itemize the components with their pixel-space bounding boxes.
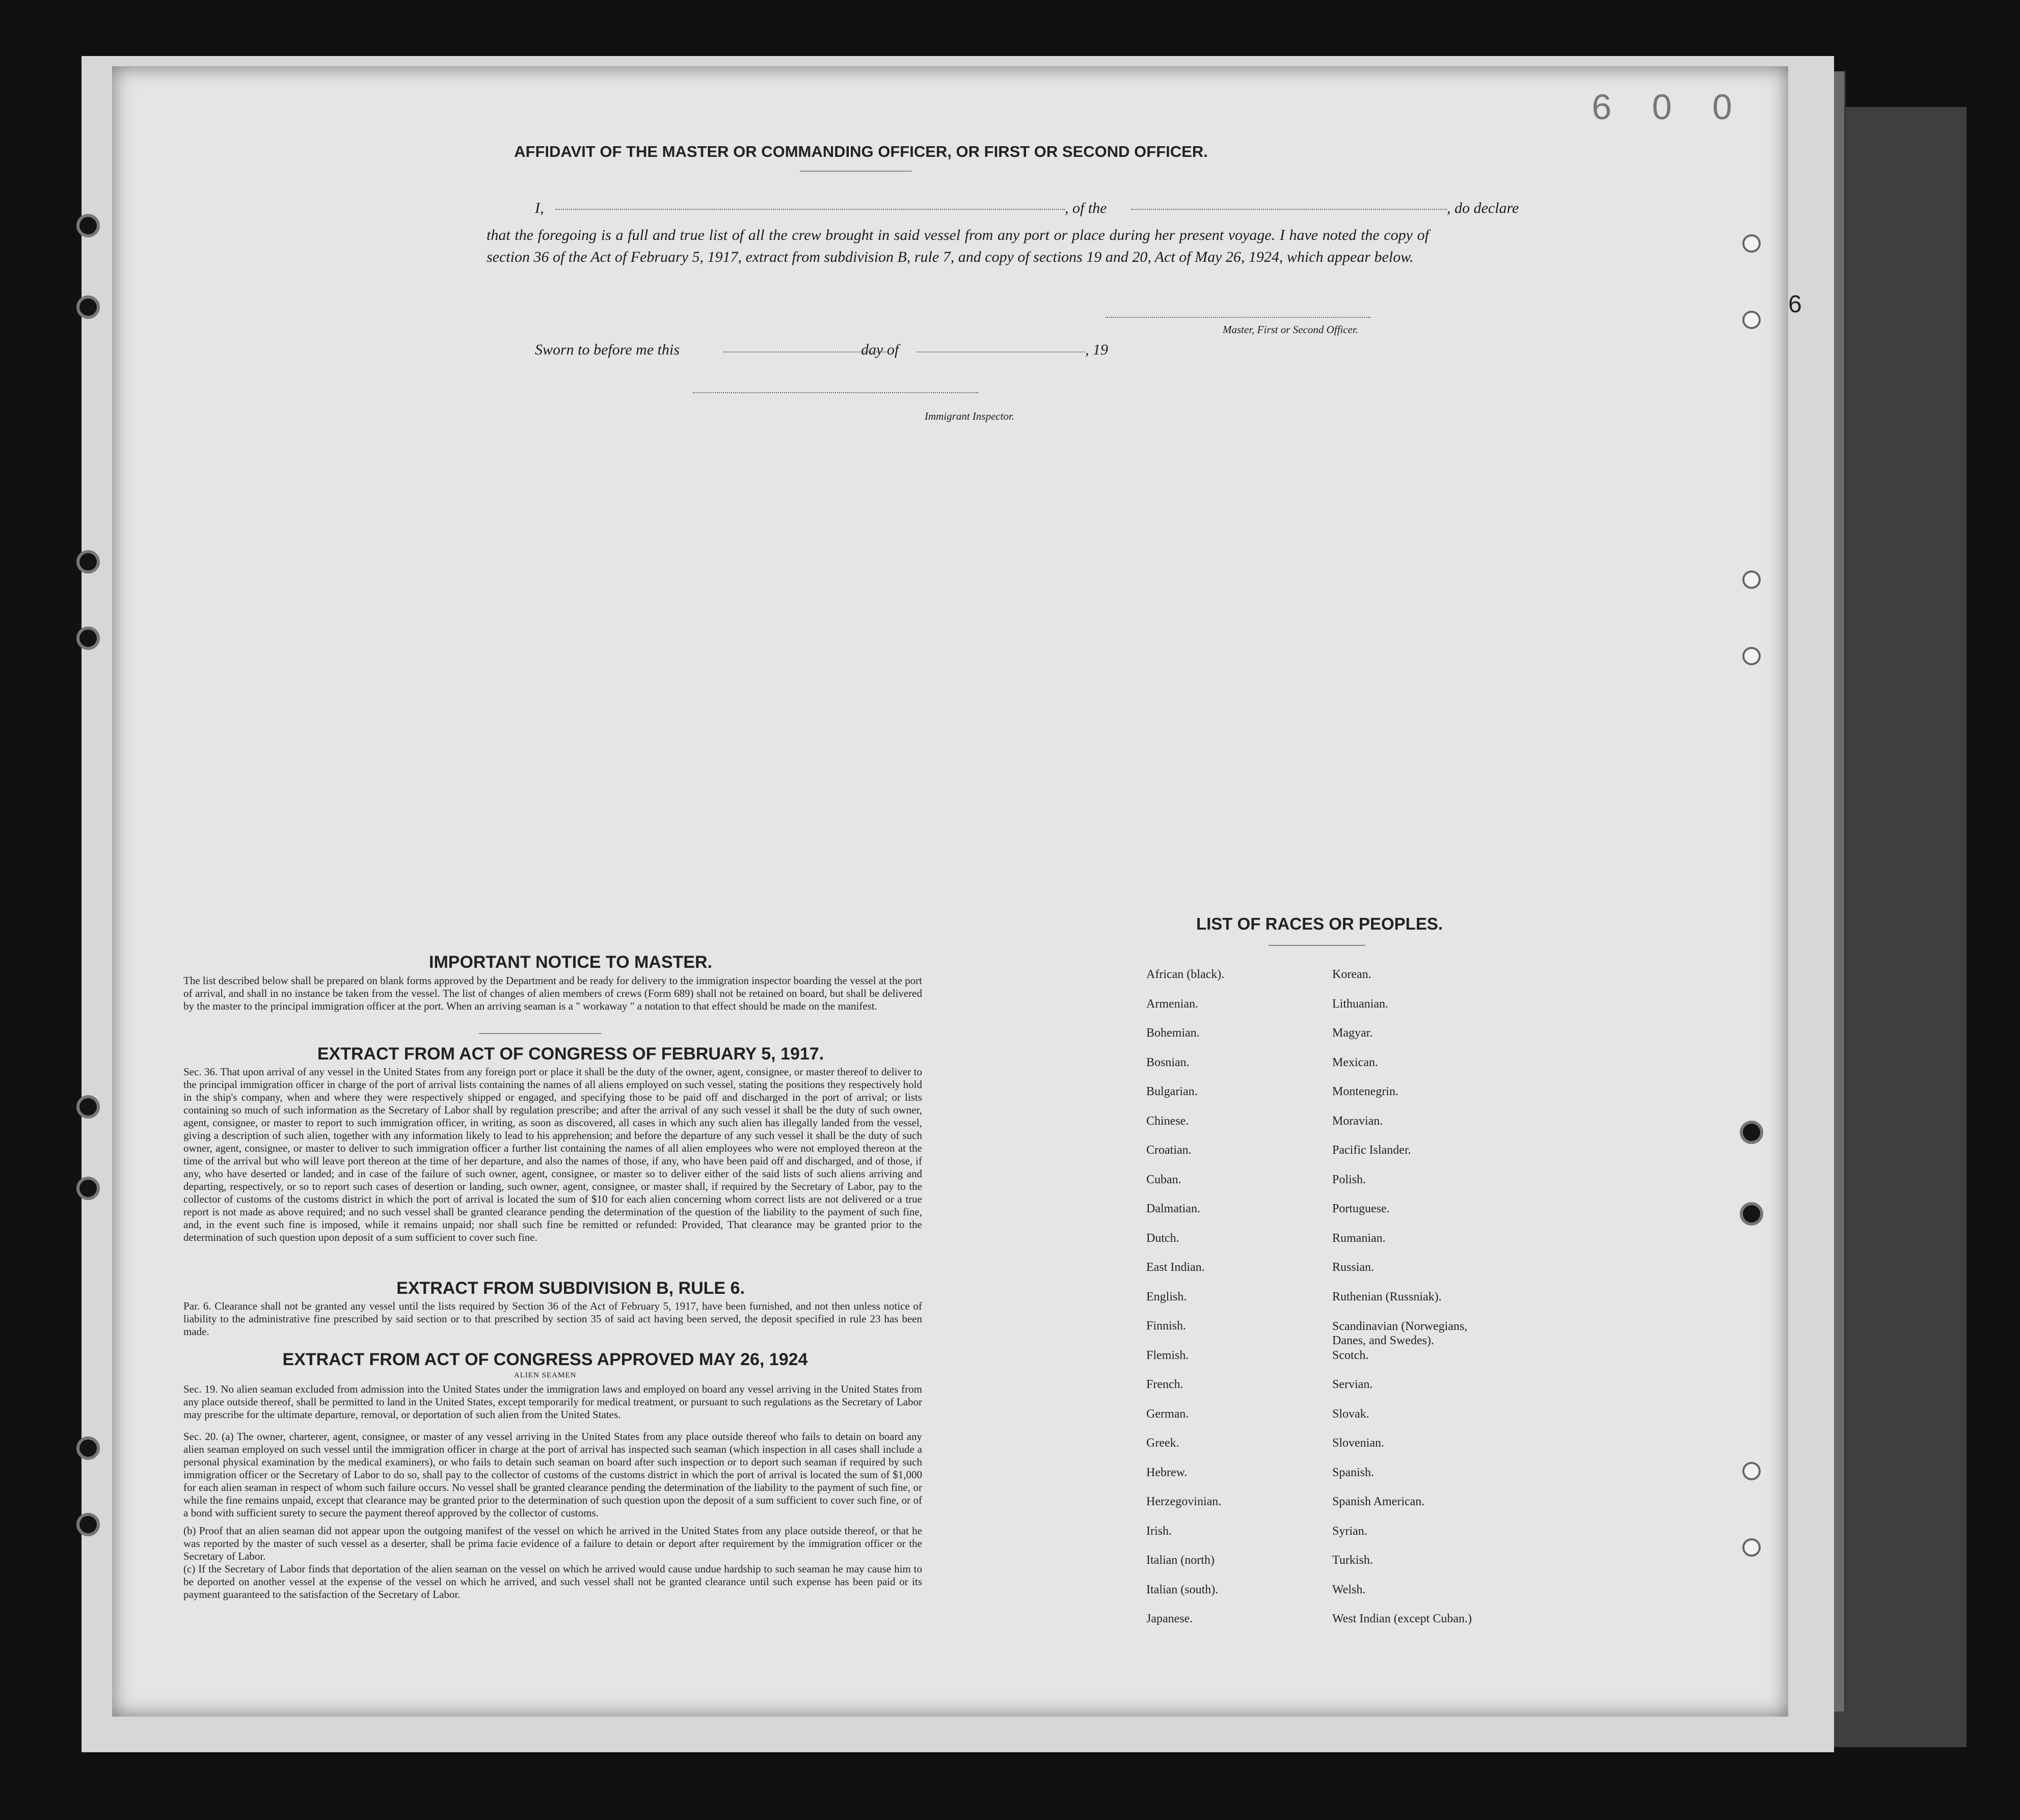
- inspector-signature-blank[interactable]: [693, 392, 978, 393]
- divider: [1269, 945, 1365, 946]
- race-item: Spanish.: [1332, 1465, 1375, 1479]
- extract2-title: EXTRACT FROM SUBDIVISION B, RULE 6.: [396, 1279, 745, 1298]
- document-page: [112, 66, 1802, 1717]
- sworn-label: Sworn to before me this: [535, 341, 680, 358]
- race-item: Dalmatian.: [1146, 1202, 1200, 1215]
- race-item: Irish.: [1146, 1524, 1172, 1538]
- races-title: LIST OF RACES OR PEOPLES.: [1196, 914, 1443, 933]
- binder-hole: [1742, 1462, 1761, 1480]
- race-item: Russian.: [1332, 1261, 1375, 1274]
- affidavit-do-declare: , do declare: [1447, 200, 1519, 216]
- binder-hole: [76, 627, 100, 650]
- extract3-sec20b: (b) Proof that an alien seaman did not appear upon the outgoing manifest of the vessel on which he arrived in the United States from any place outside thereof, or that he was reported by the master of such vessel as a deserter, shall be prima facie evidence of a failure to detain or deport after requirement by the immigration officer or the Secretary of Labor.: [183, 1525, 922, 1562]
- race-item: Hebrew.: [1146, 1465, 1188, 1479]
- affidavit-title: AFFIDAVIT OF THE MASTER OR COMMANDING OFFICER, OR FIRST OR SECOND OFFICER.: [514, 143, 1208, 160]
- binder-hole: [1742, 311, 1761, 329]
- race-item: Portuguese.: [1332, 1202, 1390, 1215]
- binder-hole: [76, 1095, 100, 1119]
- margin-mark-right-edge: 6: [1788, 291, 1802, 318]
- race-item: Ruthenian (Russniak).: [1332, 1290, 1442, 1303]
- race-item: French.: [1146, 1378, 1183, 1391]
- extract3-sec19: Sec. 19. No alien seaman excluded from admission into the United States under the immigration laws and employed on board any vessel arriving in the United States from any place outside thereof, shall be permitted to land in the United States, except temporarily for medical treatment, or pursuant to such regulations as the Secretary of Labor may prescribe for the ultimate departure, removal, or deportation of such alien from the United States.: [183, 1383, 922, 1421]
- race-item: Servian.: [1332, 1378, 1373, 1391]
- race-item: Chinese.: [1146, 1114, 1189, 1128]
- race-item: Slovenian.: [1332, 1436, 1384, 1450]
- race-item: Magyar.: [1332, 1026, 1373, 1040]
- race-item: English.: [1146, 1290, 1187, 1303]
- race-item: Italian (north): [1146, 1554, 1215, 1567]
- extract2-body: Par. 6. Clearance shall not be granted any vessel until the lists required by Section 36 of the Act of February 5, 1917, have been furnished, and not then unless notice of liability to the administrative fine prescribed by said section or to that prescribed by section 35 of said act having been served, the deposit specified in rule 23 has been made.: [183, 1300, 922, 1338]
- divider: [800, 171, 912, 172]
- race-item: Flemish.: [1146, 1348, 1189, 1362]
- race-item: Syrian.: [1332, 1524, 1367, 1538]
- race-item: Scandinavian (Norwegians, Danes, and Swedes).: [1332, 1320, 1468, 1347]
- race-item: African (black).: [1146, 968, 1225, 981]
- year-label: , 19: [1085, 341, 1108, 358]
- binder-hole: [1740, 1202, 1763, 1226]
- race-item: Korean.: [1332, 968, 1371, 981]
- race-item: Spanish American.: [1332, 1495, 1425, 1508]
- extract3-sec20c: (c) If the Secretary of Labor finds that deportation of the alien seaman on the vessel on which he arrived would cause undue hardship to such seaman he may cause him to be deported on another vessel at the expense of the vessel on which he arrived, and such vessel shall not be granted clearance until such expense has been paid or its payment guaranteed to the satisfaction of the Secretary of Labor.: [183, 1563, 922, 1600]
- master-signature-label: Master, First or Second Officer.: [1223, 323, 1358, 336]
- binder-hole: [76, 1177, 100, 1200]
- race-item: Herzegovinian.: [1146, 1495, 1222, 1508]
- affidavit-body: that the foregoing is a full and true list of all the crew brought in said vessel from any port or place during her present voyage. I have noted the copy of section 36 of the Act of February 5, 1917, extract from subdivision B, rule 7, and copy of sections 19 and 20, Act of May 26, 1924, which appear below.: [487, 227, 1429, 265]
- race-item: Moravian.: [1332, 1114, 1383, 1128]
- binder-hole: [1742, 234, 1761, 253]
- binder-hole: [1742, 647, 1761, 665]
- race-item: Scotch.: [1332, 1348, 1369, 1362]
- race-item: Cuban.: [1146, 1173, 1181, 1186]
- race-item: Croatian.: [1146, 1144, 1192, 1157]
- race-item: Japanese.: [1146, 1612, 1193, 1625]
- inspector-label: Immigrant Inspector.: [925, 410, 1015, 422]
- race-item: Rumanian.: [1332, 1231, 1386, 1245]
- race-item: Dutch.: [1146, 1231, 1179, 1245]
- race-item: West Indian (except Cuban.): [1332, 1612, 1472, 1625]
- margin-mark-top-right: 6 0 0: [1592, 87, 1747, 127]
- vessel-blank[interactable]: [1131, 209, 1447, 210]
- binder-hole: [1740, 1121, 1763, 1144]
- divider: [479, 1033, 601, 1034]
- notice-body: The list described below shall be prepared on blank forms approved by the Department and be ready for delivery to the immigration inspector boarding the vessel at the port of arrival, and shall in no instance be taken from the vessel. The list of changes of alien members of crews (Form 689) shall not be retained on board, but shall be delivered by the master to the principal immigration officer at the port. When an arriving seaman is a " workaway " a notation to that effect should be made on the manifest.: [183, 974, 922, 1012]
- race-item: Finnish.: [1146, 1319, 1187, 1333]
- extract3-title: EXTRACT FROM ACT OF CONGRESS APPROVED MAY 26, 1924: [282, 1350, 808, 1369]
- signature-blank[interactable]: [1106, 317, 1370, 318]
- binder-hole: [1742, 1538, 1761, 1557]
- binder-hole: [76, 295, 100, 319]
- race-item: Bulgarian.: [1146, 1085, 1198, 1098]
- extract1-title: EXTRACT FROM ACT OF CONGRESS OF FEBRUARY 5, 1917.: [317, 1044, 824, 1064]
- race-item: Mexican.: [1332, 1055, 1378, 1069]
- extract3-sec20a: Sec. 20. (a) The owner, charterer, agent, consignee, or master of any vessel arriving in the United States from any place outside thereof who fails to detain on board any alien seaman employed on such vessel until the immigration officer in charge at the port of arrival has inspected such seaman (which inspection in all cases shall include a personal physical examination by the medical examiners), or who fails to detain such seaman on board after such inspection or to deport such seaman if required by such immigration officer or the Secretary of Labor to do so, shall pay to the collector of customs of the customs district in which the port of arrival is located the sum of $1,000 for each alien seaman in respect of whom such failure occurs. No vessel shall be granted clearance pending the determination of the liability to the payment of such fine, or while the fine remains unpaid, except that clearance may be granted prior to the determination of such question upon the deposit of a sum sufficient to cover such fine, or of a bond with sufficient surety to secure the payment thereof approved by the collector of customs.: [183, 1430, 922, 1519]
- notice-title: IMPORTANT NOTICE TO MASTER.: [429, 953, 712, 972]
- affidavit-i-label: I,: [535, 200, 544, 216]
- race-item: Montenegrin.: [1332, 1085, 1398, 1098]
- race-item: Italian (south).: [1146, 1583, 1219, 1596]
- race-item: Bohemian.: [1146, 1026, 1200, 1040]
- binder-hole: [76, 1436, 100, 1460]
- race-item: German.: [1146, 1407, 1189, 1421]
- name-blank[interactable]: [555, 209, 1065, 210]
- binder-hole: [76, 550, 100, 574]
- day-of-label: day of: [861, 341, 899, 358]
- binder-hole: [1742, 571, 1761, 589]
- race-item: Polish.: [1332, 1173, 1366, 1186]
- extract3-subtitle: ALIEN SEAMEN: [514, 1371, 577, 1379]
- binder-hole: [76, 214, 100, 237]
- race-item: Turkish.: [1332, 1554, 1373, 1567]
- race-item: Slovak.: [1332, 1407, 1369, 1421]
- race-item: Bosnian.: [1146, 1055, 1190, 1069]
- affidavit-of-the: , of the: [1065, 200, 1107, 216]
- binder-hole: [76, 1513, 100, 1536]
- race-item: Armenian.: [1146, 997, 1198, 1011]
- race-item: Lithuanian.: [1332, 997, 1388, 1011]
- race-item: East Indian.: [1146, 1261, 1205, 1274]
- race-item: Welsh.: [1332, 1583, 1366, 1596]
- race-item: Pacific Islander.: [1332, 1144, 1411, 1157]
- race-item: Greek.: [1146, 1436, 1179, 1450]
- sworn-month-blank[interactable]: [917, 351, 1085, 352]
- extract1-body: Sec. 36. That upon arrival of any vessel in the United States from any foreign port or place it shall be the duty of the owner, agent, consignee, or master thereof to deliver to the principal immigration officer in charge of the port of arrival lists containing the names of all aliens employed on such vessel, stating the positions they respectively hold in the ship's company, when and where they were respectively shipped or engaged, and specifying those to be paid off and discharged in the port of arrival; or lists containing so much of such information as the Secretary of Labor shall by regulation prescribe; and after the arrival of any such vessel it shall be the duty of such owner, agent, consignee, or master to report to such immigration officer, in writing, as soon as discovered, all cases in which any such alien has illegally landed from the vessel, giving a description of such alien, together with any information likely to lead to his apprehension; and before the departure of any such vessel it shall be the duty of such owner, agent, consignee, or master to deliver to such immigration officer a further list containing the names of all alien employees who were not employed thereon at the time of the arrival but who will leave port thereon at the time of her departure, and also the names of those, if any, who have been paid off and discharged, and of those, if any, who have deserted or landed; and in case of the failure of such owner, agent, consignee, or master so to deliver either of the said lists of such aliens arriving and departing, respectively, or so to report such cases of desertion or landing, such owner, agent, consignee, or master shall, if required by the Secretary of Labor, pay to the collector of customs of the customs district in which the port of arrival is located the sum of $10 for each alien concerning whom correct lists are not delivered or a true report is not made as above required; and no such vessel shall be granted clearance pending the determination of the question of the liability to the payment of such fine, and, in the event such fine is imposed, while it remains unpaid; nor shall such fine be remitted or refunded: Provided, That clearance may be granted prior to the determination of such question upon deposit of a sum sufficient to cover such fine.: [183, 1066, 922, 1243]
